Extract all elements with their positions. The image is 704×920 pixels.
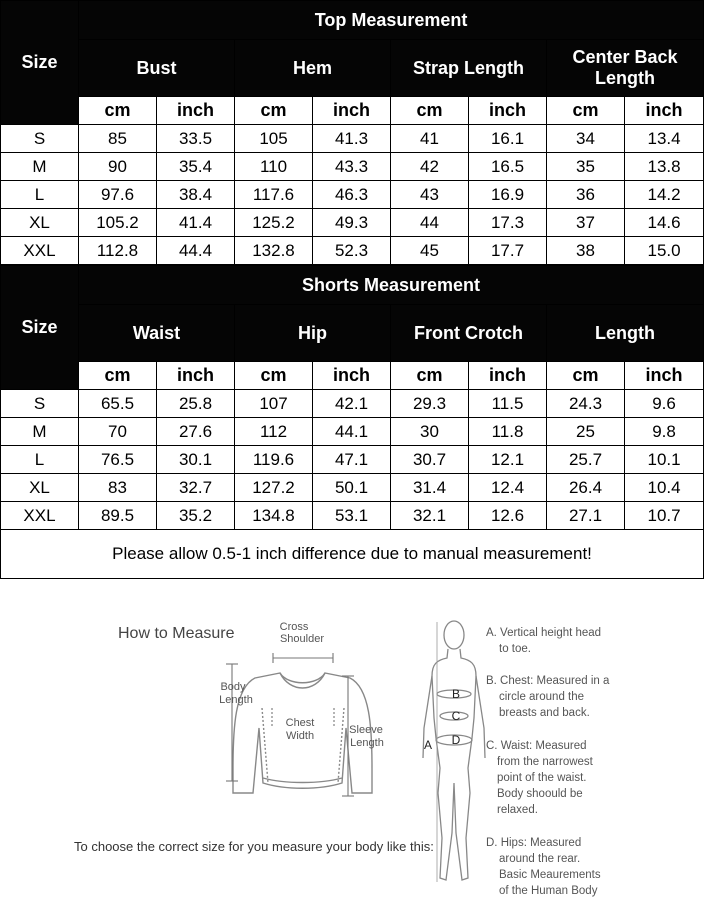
legend-d: D. Hips: Measured [486, 837, 582, 849]
label-sleeve-length: Length [350, 737, 384, 749]
value-cell: 44.4 [157, 237, 235, 265]
value-cell: 85 [79, 125, 157, 153]
unit-header: cm [235, 362, 313, 390]
value-cell: 33.5 [157, 125, 235, 153]
table-row [1, 390, 704, 418]
value-cell: 127.2 [235, 474, 313, 502]
table-row [1, 474, 704, 502]
value-cell: 37 [547, 209, 625, 237]
unit-header: cm [79, 97, 157, 125]
unit-header: cm [79, 362, 157, 390]
value-cell: 24.3 [547, 390, 625, 418]
value-cell: 32.7 [157, 474, 235, 502]
value-cell: 112 [235, 418, 313, 446]
unit-header: inch [157, 97, 235, 125]
value-cell: 14.2 [625, 181, 704, 209]
size-cell: S [1, 390, 79, 418]
legend-c: from the narrowest [497, 756, 593, 768]
column-header: Bust [79, 40, 235, 97]
legend-a: A. Vertical height head [486, 627, 602, 639]
value-cell: 9.6 [625, 390, 704, 418]
value-cell: 53.1 [313, 502, 391, 530]
value-cell: 25.8 [157, 390, 235, 418]
label-cross-shoulder: Shoulder [279, 633, 325, 645]
value-cell: 13.8 [625, 153, 704, 181]
table-row [1, 237, 704, 265]
value-cell: 11.8 [469, 418, 547, 446]
column-header: Front Crotch [391, 305, 547, 362]
value-cell: 12.6 [469, 502, 547, 530]
size-cell: XL [1, 474, 79, 502]
value-cell: 30.7 [391, 446, 469, 474]
value-cell: 16.1 [469, 125, 547, 153]
value-cell: 52.3 [313, 237, 391, 265]
value-cell: 105 [235, 125, 313, 153]
unit-header: inch [313, 97, 391, 125]
marker-b: B [451, 687, 461, 701]
guide-title: How to Measure [118, 625, 235, 642]
value-cell: 35.4 [157, 153, 235, 181]
size-header: Size [1, 1, 79, 125]
value-cell: 117.6 [235, 181, 313, 209]
value-cell: 26.4 [547, 474, 625, 502]
value-cell: 76.5 [79, 446, 157, 474]
value-cell: 89.5 [79, 502, 157, 530]
table-title: Top Measurement [79, 1, 704, 40]
table-row [1, 181, 704, 209]
value-cell: 10.1 [625, 446, 704, 474]
value-cell: 38.4 [157, 181, 235, 209]
value-cell: 42 [391, 153, 469, 181]
value-cell: 32.1 [391, 502, 469, 530]
value-cell: 134.8 [235, 502, 313, 530]
value-cell: 47.1 [313, 446, 391, 474]
marker-d: D [451, 733, 461, 747]
column-header: Center Back Length [547, 40, 704, 97]
label-chest-width: Chest [285, 717, 315, 729]
figure-head [444, 621, 464, 649]
size-cell: M [1, 153, 79, 181]
value-cell: 12.4 [469, 474, 547, 502]
value-cell: 25 [547, 418, 625, 446]
value-cell: 41.3 [313, 125, 391, 153]
value-cell: 43 [391, 181, 469, 209]
value-cell: 44 [391, 209, 469, 237]
value-cell: 119.6 [235, 446, 313, 474]
legend-b: breasts and back. [499, 707, 590, 719]
unit-header: inch [313, 362, 391, 390]
value-cell: 49.3 [313, 209, 391, 237]
unit-header: cm [547, 362, 625, 390]
how-to-measure-guide [0, 578, 704, 915]
marker-a: A [423, 738, 433, 752]
table-row [1, 446, 704, 474]
value-cell: 105.2 [79, 209, 157, 237]
measurement-note: Please allow 0.5-1 inch difference due to manual measurement! [1, 530, 704, 579]
value-cell: 45 [391, 237, 469, 265]
value-cell: 11.5 [469, 390, 547, 418]
value-cell: 35.2 [157, 502, 235, 530]
value-cell: 30.1 [157, 446, 235, 474]
value-cell: 34 [547, 125, 625, 153]
measure-legend [486, 627, 610, 897]
figure-outline [432, 649, 476, 880]
value-cell: 31.4 [391, 474, 469, 502]
value-cell: 17.7 [469, 237, 547, 265]
unit-header: inch [157, 362, 235, 390]
value-cell: 12.1 [469, 446, 547, 474]
table-row [1, 418, 704, 446]
column-header: Hip [235, 305, 391, 362]
legend-c: point of the waist. [497, 772, 587, 784]
value-cell: 50.1 [313, 474, 391, 502]
size-cell: L [1, 446, 79, 474]
value-cell: 41.4 [157, 209, 235, 237]
value-cell: 38 [547, 237, 625, 265]
value-cell: 107 [235, 390, 313, 418]
column-header: Length [547, 305, 704, 362]
table-row [1, 209, 704, 237]
unit-header: inch [625, 97, 704, 125]
label-chest-width: Width [285, 730, 315, 742]
value-cell: 97.6 [79, 181, 157, 209]
size-cell: S [1, 125, 79, 153]
value-cell: 90 [79, 153, 157, 181]
value-cell: 17.3 [469, 209, 547, 237]
column-header: Strap Length [391, 40, 547, 97]
value-cell: 25.7 [547, 446, 625, 474]
value-cell: 43.3 [313, 153, 391, 181]
legend-c: C. Waist: Measured [486, 740, 587, 752]
measure-instruction: To choose the correct size for you measure your body like this: [74, 839, 434, 854]
legend-b: circle around the [499, 691, 585, 703]
table-row [1, 153, 704, 181]
legend-c: relaxed. [497, 804, 538, 816]
value-cell: 70 [79, 418, 157, 446]
value-cell: 42.1 [313, 390, 391, 418]
value-cell: 27.6 [157, 418, 235, 446]
value-cell: 125.2 [235, 209, 313, 237]
legend-d: of the Human Body [499, 885, 598, 897]
value-cell: 44.1 [313, 418, 391, 446]
unit-header: inch [469, 362, 547, 390]
value-cell: 27.1 [547, 502, 625, 530]
value-cell: 15.0 [625, 237, 704, 265]
value-cell: 10.7 [625, 502, 704, 530]
legend-a: to toe. [499, 643, 531, 655]
shorts-measurement-table [0, 265, 704, 579]
value-cell: 132.8 [235, 237, 313, 265]
size-header: Size [1, 266, 79, 390]
label-cross-shoulder: Cross [279, 621, 309, 633]
size-cell: L [1, 181, 79, 209]
legend-d: Basic Meaurements [499, 869, 601, 881]
unit-header: inch [469, 97, 547, 125]
legend-b: B. Chest: Measured in a [486, 675, 610, 687]
size-cell: XL [1, 209, 79, 237]
value-cell: 36 [547, 181, 625, 209]
unit-header: inch [625, 362, 704, 390]
top-measurement-table [0, 0, 704, 265]
label-body-length: Length [219, 694, 253, 706]
column-header: Hem [235, 40, 391, 97]
size-cell: M [1, 418, 79, 446]
label-sleeve-length: Sleeve [349, 724, 383, 736]
unit-header: cm [391, 97, 469, 125]
value-cell: 110 [235, 153, 313, 181]
value-cell: 16.9 [469, 181, 547, 209]
sweater-hem [263, 778, 342, 783]
value-cell: 13.4 [625, 125, 704, 153]
value-cell: 29.3 [391, 390, 469, 418]
unit-header: cm [235, 97, 313, 125]
legend-d: around the rear. [499, 853, 581, 865]
value-cell: 14.6 [625, 209, 704, 237]
value-cell: 41 [391, 125, 469, 153]
value-cell: 9.8 [625, 418, 704, 446]
label-body-length: Body [220, 681, 246, 693]
value-cell: 35 [547, 153, 625, 181]
unit-header: cm [391, 362, 469, 390]
value-cell: 30 [391, 418, 469, 446]
value-cell: 112.8 [79, 237, 157, 265]
size-cell: XXL [1, 237, 79, 265]
value-cell: 16.5 [469, 153, 547, 181]
table-title: Shorts Measurement [79, 266, 704, 305]
unit-header: cm [547, 97, 625, 125]
value-cell: 46.3 [313, 181, 391, 209]
legend-c: Body shoould be [497, 788, 583, 800]
size-cell: XXL [1, 502, 79, 530]
table-row [1, 125, 704, 153]
marker-c: C [451, 709, 461, 723]
column-header: Waist [79, 305, 235, 362]
value-cell: 83 [79, 474, 157, 502]
value-cell: 10.4 [625, 474, 704, 502]
table-row [1, 502, 704, 530]
value-cell: 65.5 [79, 390, 157, 418]
